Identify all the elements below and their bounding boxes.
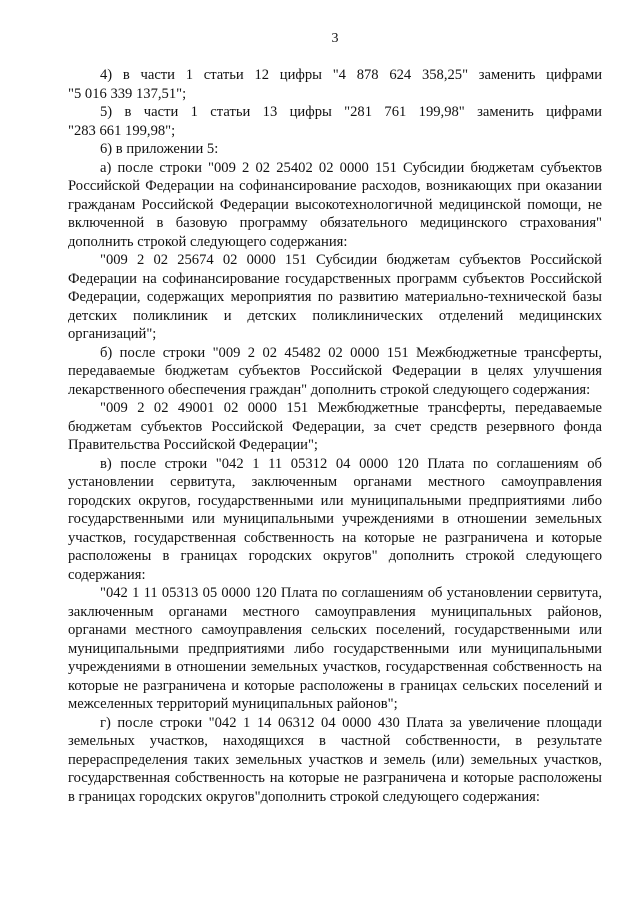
paragraph: б) после строки "009 2 02 45482 02 0000 151 Межбюджетные трансферты, передаваемые бюджетам субъектов Российской Федерации в целях улучшения лекарственного обеспечения граждан" дополнить строкой следующего содержания:	[68, 344, 602, 398]
paragraph: в) после строки "042 1 11 05312 04 0000 120 Плата по соглашениям об установлении сервитута, заключенным органами местного самоуправления городских округов, государственными или муниципальными предприятиями либо государственными или муниципальными учреждениями в отношении земельных участков, государственная собственность на которые не разграничена и которые расположены в границах городских округов" дополнить строкой следующего содержания:	[68, 455, 602, 583]
paragraph: 5) в части 1 статьи 13 цифры "281 761 199,98" заменить цифрами	[100, 104, 602, 120]
page-number: 3	[331, 31, 339, 46]
paragraph: 6) в приложении 5:	[100, 141, 219, 157]
paragraph: "009 2 02 49001 02 0000 151 Межбюджетные трансферты, передаваемые бюджетам субъектов Российской Федерации, за счет средств резервного фонда Правительства Российской Федерации";	[68, 400, 602, 453]
paragraph: "009 2 02 25674 02 0000 151 Субсидии бюджетам субъектов Российской Федерации на софинансирование государственных программ субъектов Российской Федерации, содержащих мероприятия по развитию материально-технической базы детских поликлиник и детских поликлинических отделений медицинских организаций";	[68, 252, 602, 342]
paragraph: "042 1 11 05313 05 0000 120 Плата по соглашениям об установлении сервитута, заключенным органами местного самоуправления муниципальных районов, органами местного самоуправления сельских поселений, государственными или муниципальными предприятиями либо государственными или муниципальными учреждениями в отношении земельных участков, государственная собственность на которые не разграничена и которые расположены в границах сельских поселений и межселенных территорий муниципальных районов";	[68, 585, 602, 712]
paragraph: "5 016 339 137,51";	[68, 85, 187, 102]
paragraph: "283 661 199,98";	[68, 122, 176, 139]
paragraph: 4) в части 1 статьи 12 цифры "4 878 624 358,25" заменить цифрами	[100, 67, 602, 83]
paragraph: а) после строки "009 2 02 25402 02 0000 151 Субсидии бюджетам субъектов Российской Федерации на софинансирование расходов, возникающих при оказании гражданам Российской Федерации высокотехнологичной медицинской помощи, не включенной в базовую программу обязательного медицинского страхования" дополнить строкой следующего содержания:	[68, 159, 602, 250]
paragraph: г) после строки "042 1 14 06312 04 0000 430 Плата за увеличение площади земельных участков, находящихся в частной собственности, в результате перераспределения таких земельных участков и земель (или) земельных участков, государственная собственность на которые не разграничена и которые расположены в границах городских округов"дополнить строкой следующего содержания:	[68, 714, 602, 805]
document-body	[68, 66, 602, 806]
